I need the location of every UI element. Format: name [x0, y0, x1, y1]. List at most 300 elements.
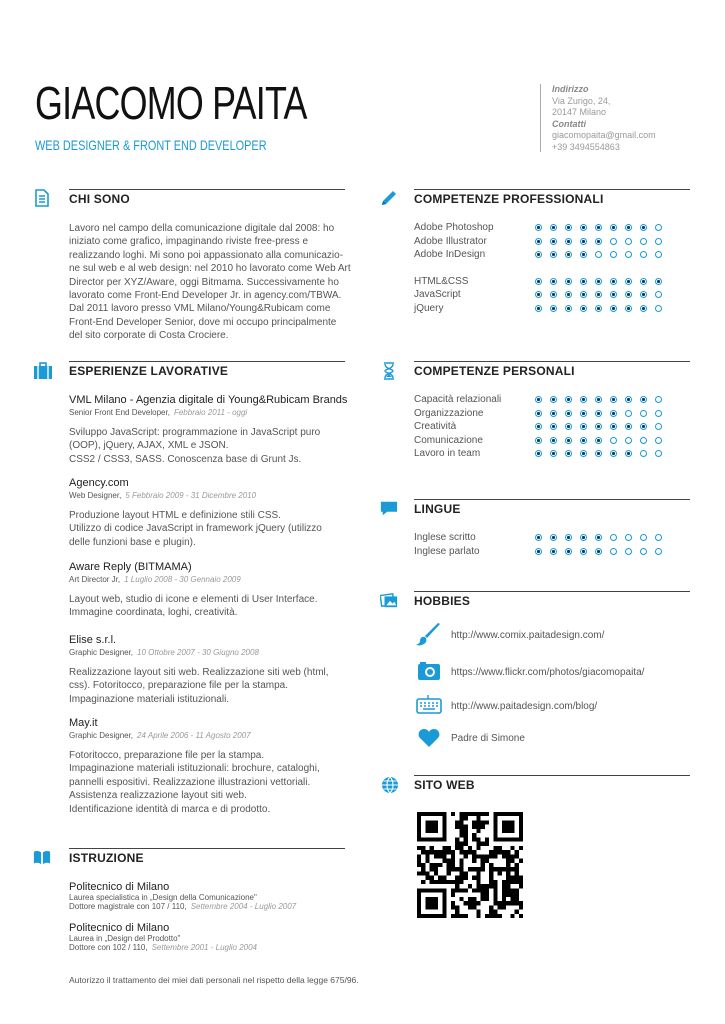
qr-module	[442, 859, 446, 863]
qr-module	[438, 837, 442, 841]
qr-module	[493, 829, 497, 833]
qr-module	[417, 859, 421, 863]
qr-module	[476, 812, 480, 816]
qr-module	[472, 867, 476, 871]
qr-module	[485, 837, 489, 841]
qr-module	[485, 893, 489, 897]
hobby-comix-link[interactable]: http://www.comix.paitadesign.com/	[451, 630, 605, 641]
qr-module	[502, 905, 506, 909]
rating-dot-filled	[550, 410, 557, 417]
skill-name: Adobe InDesign	[414, 249, 486, 261]
qr-module	[442, 833, 446, 837]
job-meta	[69, 491, 359, 500]
speech-bubble-icon	[380, 500, 398, 518]
qr-module	[434, 871, 438, 875]
rating-dot-filled	[550, 251, 557, 258]
qr-module	[510, 829, 514, 833]
rating-dot-filled	[550, 224, 557, 231]
rating-dot-empty	[595, 251, 602, 258]
qr-module	[468, 905, 472, 909]
qr-module	[493, 820, 497, 824]
sito-web-title: SITO WEB	[414, 778, 475, 792]
job-dates: 24 Aprile 2006 - 11 Agosto 2007	[137, 731, 251, 740]
qr-module	[421, 867, 425, 871]
rating-dot-empty	[655, 437, 662, 444]
qr-module	[515, 888, 519, 892]
skill-rating	[535, 251, 670, 258]
qr-module	[455, 910, 459, 914]
qr-module	[515, 863, 519, 867]
rating-dot-filled	[610, 423, 617, 430]
qr-module	[434, 820, 438, 824]
rating-dot-filled	[610, 450, 617, 457]
rating-dot-filled	[595, 291, 602, 298]
qr-module	[506, 888, 510, 892]
briefcase-icon	[34, 362, 52, 380]
qr-module	[455, 914, 459, 918]
qr-module	[519, 829, 523, 833]
qr-module	[425, 871, 429, 875]
qr-module	[425, 812, 429, 816]
qr-module	[442, 820, 446, 824]
qr-module	[502, 897, 506, 901]
qr-module	[434, 867, 438, 871]
qr-module	[468, 846, 472, 850]
qr-module	[459, 825, 463, 829]
qr-module	[459, 867, 463, 871]
qr-module	[442, 850, 446, 854]
qr-module	[430, 829, 434, 833]
qr-module	[498, 871, 502, 875]
qr-module	[430, 897, 434, 901]
qr-module	[493, 867, 497, 871]
qr-module	[485, 888, 489, 892]
rating-dot-filled	[565, 224, 572, 231]
qr-module	[506, 880, 510, 884]
section-divider	[414, 775, 690, 776]
qr-module	[476, 846, 480, 850]
section-divider	[414, 499, 690, 500]
qr-module	[459, 876, 463, 880]
qr-module	[489, 905, 493, 909]
qr-module	[464, 837, 468, 841]
qr-module	[464, 825, 468, 829]
qr-module	[510, 820, 514, 824]
qr-module	[519, 816, 523, 820]
rating-dot-filled	[580, 423, 587, 430]
qr-module	[442, 816, 446, 820]
qr-module	[455, 820, 459, 824]
education-dates: Settembre 2001 - Luglio 2004	[151, 943, 257, 952]
job-entry	[69, 394, 359, 466]
qr-module	[476, 816, 480, 820]
keyboard-icon	[416, 694, 442, 714]
job-description-line: Produzione layout HTML e definizione stili CSS.	[69, 510, 281, 521]
rating-dot-filled	[595, 305, 602, 312]
competenze-pers-title: COMPETENZE PERSONALI	[414, 364, 575, 378]
rating-dot-filled	[595, 423, 602, 430]
qr-module	[430, 850, 434, 854]
qr-module	[506, 876, 510, 880]
qr-module	[442, 910, 446, 914]
qr-module	[506, 825, 510, 829]
address-label: Indirizzo	[552, 84, 589, 94]
rating-dot-empty	[655, 423, 662, 430]
rating-dot-empty	[640, 410, 647, 417]
qr-module	[476, 867, 480, 871]
qr-module	[434, 863, 438, 867]
hobby-blog-link[interactable]: http://www.paitadesign.com/blog/	[451, 701, 598, 712]
heart-icon	[418, 728, 440, 748]
qr-module	[476, 901, 480, 905]
education-school: Politecnico di Milano	[69, 881, 170, 893]
qr-module	[451, 905, 455, 909]
qr-module	[493, 880, 497, 884]
qr-module	[417, 888, 421, 892]
qr-module	[510, 897, 514, 901]
chi-sono-line: Front-End Developer Senior, dove mi occupo principalmente	[69, 316, 337, 328]
qr-module	[459, 914, 463, 918]
rating-dot-filled	[535, 410, 542, 417]
qr-module	[459, 850, 463, 854]
qr-module	[434, 812, 438, 816]
qr-module	[417, 829, 421, 833]
rating-dot-filled	[565, 305, 572, 312]
qr-module	[417, 863, 421, 867]
qr-module	[515, 812, 519, 816]
qr-module	[493, 833, 497, 837]
rating-dot-filled	[550, 291, 557, 298]
job-company: Aware Reply (BITMAMA)	[69, 561, 192, 573]
job-description-line: Utilizzo di codice JavaScript in framework jQuery (utilizzo	[69, 523, 322, 535]
qr-module	[515, 871, 519, 875]
qr-module	[502, 867, 506, 871]
qr-module	[502, 812, 506, 816]
istruzione-title: ISTRUZIONE	[69, 851, 144, 865]
job-entry	[69, 717, 359, 816]
rating-dot-empty	[625, 548, 632, 555]
qr-module	[510, 812, 514, 816]
job-company: Elise s.r.l.	[69, 634, 117, 646]
qr-module	[506, 829, 510, 833]
qr-module	[515, 880, 519, 884]
qr-module	[515, 850, 519, 854]
qr-module	[425, 850, 429, 854]
qr-module	[451, 914, 455, 918]
qr-module	[468, 884, 472, 888]
qr-module	[417, 825, 421, 829]
qr-module	[425, 837, 429, 841]
qr-module	[468, 850, 472, 854]
qr-module	[417, 837, 421, 841]
rating-dot-empty	[610, 238, 617, 245]
qr-module	[481, 897, 485, 901]
rating-dot-filled	[625, 278, 632, 285]
qr-module	[442, 905, 446, 909]
qr-module	[502, 888, 506, 892]
job-role: Graphic Designer,	[69, 648, 134, 657]
qr-module	[425, 876, 429, 880]
rating-dot-empty	[640, 548, 647, 555]
qr-module	[493, 888, 497, 892]
skill-row	[414, 221, 714, 235]
qr-module	[519, 825, 523, 829]
rating-dot-empty	[610, 437, 617, 444]
chi-sono-line: Dal 2011 lavoro presso VML Milano/Young&Rubicam come	[69, 303, 331, 315]
qr-module	[502, 820, 506, 824]
job-description-line: Realizzazione layout siti web. Realizzazione siti web (html,	[69, 667, 329, 678]
rating-dot-filled	[640, 291, 647, 298]
qr-module	[438, 876, 442, 880]
qr-module	[455, 876, 459, 880]
job-description	[69, 426, 359, 466]
rating-dot-filled	[550, 396, 557, 403]
qr-module	[485, 812, 489, 816]
pictures-icon	[380, 591, 398, 609]
skill-row	[414, 531, 714, 545]
job-entry	[69, 634, 359, 706]
qr-module	[476, 880, 480, 884]
job-entry	[69, 561, 359, 620]
qr-module	[476, 876, 480, 880]
rating-dot-filled	[580, 238, 587, 245]
rating-dot-filled	[565, 278, 572, 285]
rating-dot-empty	[655, 450, 662, 457]
qr-module	[451, 854, 455, 858]
rating-dot-filled	[580, 291, 587, 298]
qr-module	[476, 820, 480, 824]
qr-module	[493, 846, 497, 850]
pencil-icon	[380, 189, 398, 207]
job-description	[69, 666, 359, 706]
qr-module	[455, 884, 459, 888]
rating-dot-filled	[535, 548, 542, 555]
qr-module	[430, 812, 434, 816]
qr-module	[442, 876, 446, 880]
skill-row	[414, 407, 714, 421]
chi-sono-title: CHI SONO	[69, 192, 130, 206]
qr-module	[438, 812, 442, 816]
header-divider	[540, 84, 541, 152]
qr-module	[493, 812, 497, 816]
qr-module	[442, 914, 446, 918]
qr-module	[485, 842, 489, 846]
qr-module	[519, 820, 523, 824]
rating-dot-filled	[640, 224, 647, 231]
education-degree: Laurea specialistica in „Design della Comunicazione"	[69, 893, 257, 902]
education-degree: Laurea in „Design del Prodotto"	[69, 934, 181, 943]
hourglass-icon	[380, 362, 398, 380]
skill-name: Creatività	[414, 421, 457, 433]
qr-module	[493, 837, 497, 841]
qr-module	[502, 884, 506, 888]
qr-module	[417, 820, 421, 824]
job-meta	[69, 575, 359, 584]
rating-dot-filled	[580, 396, 587, 403]
qr-module	[472, 850, 476, 854]
qr-module	[442, 901, 446, 905]
qr-module	[425, 820, 429, 824]
qr-module	[510, 837, 514, 841]
qr-module	[472, 854, 476, 858]
resume-name: GIACOMO PAITA	[35, 77, 307, 129]
qr-module	[447, 863, 451, 867]
qr-module	[472, 901, 476, 905]
skill-row	[414, 393, 714, 407]
rating-dot-filled	[535, 291, 542, 298]
qr-module	[451, 812, 455, 816]
qr-module	[485, 820, 489, 824]
qr-module	[502, 850, 506, 854]
qr-module	[468, 812, 472, 816]
job-company: VML Milano - Agenzia digitale di Young&Rubicam Brands	[69, 394, 348, 406]
rating-dot-filled	[565, 291, 572, 298]
job-description-line: Assistenza realizzazione layout siti web.	[69, 790, 247, 802]
qr-module	[442, 897, 446, 901]
qr-module	[430, 825, 434, 829]
rating-dot-filled	[535, 278, 542, 285]
qr-module	[485, 884, 489, 888]
qr-module	[459, 816, 463, 820]
qr-module	[510, 859, 514, 863]
qr-module	[476, 825, 480, 829]
rating-dot-filled	[580, 251, 587, 258]
qr-module	[481, 825, 485, 829]
qr-module	[519, 837, 523, 841]
qr-module	[425, 901, 429, 905]
qr-module	[434, 888, 438, 892]
qr-module	[489, 914, 493, 918]
rating-dot-filled	[550, 305, 557, 312]
qr-module	[476, 829, 480, 833]
qr-module	[451, 901, 455, 905]
qr-module	[434, 914, 438, 918]
rating-dot-filled	[595, 238, 602, 245]
qr-module	[515, 876, 519, 880]
qr-module	[421, 871, 425, 875]
qr-module	[502, 829, 506, 833]
qr-module	[481, 893, 485, 897]
qr-module	[455, 880, 459, 884]
rating-dot-filled	[565, 251, 572, 258]
qr-module	[447, 846, 451, 850]
job-role: Art Director Jr,	[69, 575, 121, 584]
job-description-line: Identificazione identità di marca e di prodotto.	[69, 803, 271, 815]
qr-module	[455, 905, 459, 909]
qr-module	[438, 863, 442, 867]
qr-module	[481, 854, 485, 858]
competenze-prof-title: COMPETENZE PROFESSIONALI	[414, 192, 604, 206]
rating-dot-filled	[595, 396, 602, 403]
qr-module	[515, 893, 519, 897]
qr-module	[519, 859, 523, 863]
rating-dot-filled	[625, 396, 632, 403]
qr-module	[481, 884, 485, 888]
qr-module	[430, 914, 434, 918]
qr-module	[506, 901, 510, 905]
qr-module	[451, 893, 455, 897]
rating-dot-filled	[640, 396, 647, 403]
qr-code[interactable]	[417, 812, 523, 918]
rating-dot-filled	[580, 410, 587, 417]
qr-module	[417, 893, 421, 897]
qr-module	[476, 888, 480, 892]
rating-dot-filled	[535, 423, 542, 430]
skill-rating	[535, 396, 670, 403]
qr-module	[434, 901, 438, 905]
qr-module	[493, 901, 497, 905]
qr-module	[515, 897, 519, 901]
skill-row	[414, 420, 714, 434]
qr-module	[489, 867, 493, 871]
qr-module	[519, 833, 523, 837]
qr-module	[464, 816, 468, 820]
qr-module	[455, 846, 459, 850]
education-grade-text: Dottore con 102 / 110,	[69, 943, 148, 952]
rating-dot-filled	[535, 396, 542, 403]
rating-dot-empty	[655, 291, 662, 298]
skill-name: Adobe Photoshop	[414, 222, 494, 234]
rating-dot-filled	[610, 224, 617, 231]
rating-dot-empty	[655, 396, 662, 403]
qr-module	[476, 842, 480, 846]
qr-module	[472, 837, 476, 841]
qr-module	[472, 812, 476, 816]
rating-dot-empty	[640, 534, 647, 541]
rating-dot-filled	[550, 278, 557, 285]
privacy-footer: Autorizzo il trattamento dei miei dati personali nel rispetto della legge 675/96.	[69, 975, 359, 985]
qr-module	[498, 901, 502, 905]
rating-dot-empty	[640, 251, 647, 258]
qr-module	[417, 901, 421, 905]
qr-module	[476, 854, 480, 858]
email-text[interactable]: giacomopaita@gmail.com	[552, 130, 656, 140]
rating-dot-empty	[625, 410, 632, 417]
rating-dot-filled	[550, 450, 557, 457]
qr-module	[481, 863, 485, 867]
qr-module	[506, 867, 510, 871]
qr-module	[430, 820, 434, 824]
qr-module	[519, 812, 523, 816]
rating-dot-filled	[595, 224, 602, 231]
job-role: Senior Front End Developer,	[69, 408, 170, 417]
rating-dot-empty	[625, 251, 632, 258]
education-grade	[69, 943, 359, 952]
qr-module	[464, 854, 468, 858]
hobby-flickr-link[interactable]: https://www.flickr.com/photos/giacomopaita/	[451, 667, 645, 678]
qr-module	[464, 812, 468, 816]
rating-dot-empty	[625, 437, 632, 444]
qr-module	[442, 880, 446, 884]
rating-dot-filled	[550, 437, 557, 444]
job-description-line: Layout web, studio di icone e elementi di User Interface.	[69, 594, 318, 605]
rating-dot-filled	[655, 278, 662, 285]
skill-rating	[535, 305, 670, 312]
education-entry	[69, 922, 359, 952]
book-icon	[33, 848, 51, 866]
qr-module	[442, 854, 446, 858]
skill-rating	[535, 291, 670, 298]
qr-module	[451, 859, 455, 863]
job-description-line: Impaginazione materiali istituzionali: brochure, cataloghi,	[69, 763, 320, 775]
qr-module	[476, 910, 480, 914]
qr-module	[489, 880, 493, 884]
qr-module	[442, 893, 446, 897]
brush-icon	[416, 623, 442, 647]
education-grade	[69, 902, 359, 911]
section-divider	[414, 189, 690, 190]
job-company: May.it	[69, 717, 98, 729]
